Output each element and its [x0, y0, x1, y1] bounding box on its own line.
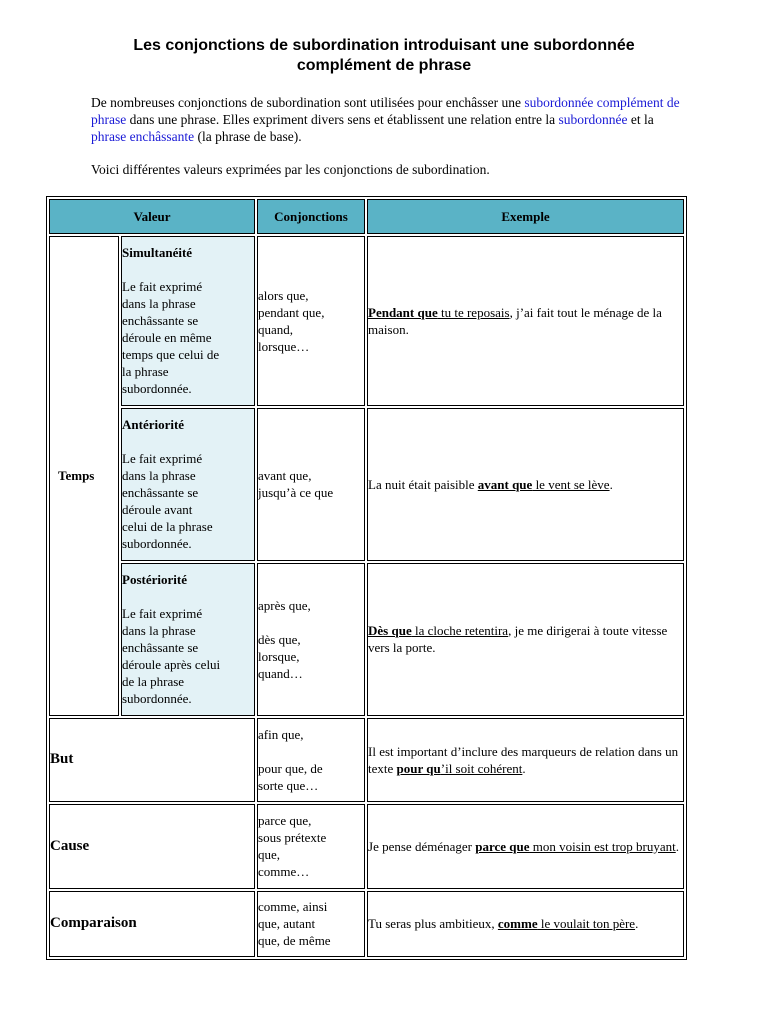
example-subordinate: ’il soit cohérent [440, 760, 523, 776]
table-row [49, 236, 684, 406]
conjunctions-cell [257, 236, 365, 406]
example-conjunction: avant que [477, 476, 533, 492]
value-temps: Temps [49, 236, 119, 716]
link-phrase-enchassante[interactable]: phrase enchâssante [91, 129, 195, 144]
example-rest: , j’ai fait tout le ménage de la maison. [368, 304, 662, 337]
conjunctions-cell [257, 563, 365, 716]
value-cause: Cause [49, 804, 255, 888]
conjunction: comme, ainsi [258, 899, 328, 915]
conjunction: lorsque… [258, 338, 310, 354]
values-intro: Voici différentes valeurs exprimées par les conjonctions de subordination. [91, 162, 490, 177]
title-line-2: complément de phrase [296, 57, 472, 74]
example-subordinate: le vent se lève [532, 476, 610, 492]
table-row [49, 718, 684, 802]
desc-line: enchâssante se [122, 485, 199, 501]
conjunction: dès que, [258, 631, 301, 647]
value-but: But [49, 718, 255, 802]
example-subordinate: mon voisin est trop bruyant [529, 838, 676, 854]
desc-line: de la phrase [122, 674, 185, 690]
conjunction: que, de même [258, 933, 331, 949]
table-row [49, 563, 684, 716]
example-rest: . [675, 838, 680, 854]
document-title [0, 36, 768, 76]
example-cell [367, 408, 684, 561]
desc-line: déroule en même [122, 330, 212, 346]
subvalue-name: Antériorité [122, 417, 185, 433]
conjunction: sorte que… [258, 777, 319, 793]
example-conjunction: Pendant que [368, 304, 438, 320]
example-rest: . [609, 476, 613, 492]
example-subordinate: la cloche retentira [411, 623, 509, 639]
example-cell [367, 891, 684, 957]
desc-line: dans la phrase [122, 623, 196, 639]
conjunctions-cell [257, 804, 365, 888]
example-rest: Il est important d’inclure des marqueurs de relation dans un texte [368, 743, 679, 776]
conjunctions-cell [257, 891, 365, 957]
table-row [49, 891, 684, 957]
example-cell [367, 563, 684, 716]
desc-line: enchâssante se [122, 313, 199, 329]
desc-line: dans la phrase [122, 296, 196, 312]
header-valeur: Valeur [49, 199, 255, 234]
conjunction: afin que, [258, 726, 304, 742]
intro-text: dans une phrase. Elles expriment divers sens et établissent une relation entre la [126, 112, 559, 127]
header-exemple: Exemple [367, 199, 684, 234]
conjunction: quand, [258, 321, 294, 337]
conjunction: que, [258, 847, 281, 863]
subvalue-posteriorite [121, 563, 255, 716]
intro-text: et la [627, 112, 654, 127]
desc-line: Le fait exprimé [122, 451, 203, 467]
desc-line: dans la phrase [122, 468, 196, 484]
example-rest: Je pense déménager [368, 838, 476, 854]
header-conjonctions: Conjonctions [257, 199, 365, 234]
table-header-row [49, 199, 684, 234]
example-rest: , je me dirigerai à toute vitesse vers la porte. [368, 623, 668, 656]
subvalue-name: Simultanéité [122, 245, 193, 261]
table-row [49, 408, 684, 561]
title-line-1: Les conjonctions de subordination introduisant une subordonnée [133, 37, 635, 54]
conjunction: parce que, [258, 813, 312, 829]
desc-line: subordonnée. [122, 381, 192, 397]
example-rest: . [522, 760, 526, 776]
conjunction: jusqu’à ce que [258, 485, 334, 501]
subvalue-name: Postériorité [122, 572, 187, 588]
desc-line: la phrase [122, 364, 169, 380]
intro-paragraph [91, 94, 691, 145]
example-cell [367, 718, 684, 802]
conjunction: avant que, [258, 468, 312, 484]
example-rest: La nuit était paisible [368, 476, 478, 492]
desc-line: Le fait exprimé [122, 279, 203, 295]
example-rest: Tu seras plus ambitieux, [368, 916, 498, 932]
example-rest: . [635, 916, 639, 932]
desc-line: déroule après celui [122, 657, 221, 673]
desc-line: subordonnée. [122, 691, 192, 707]
subvalue-anteriorite [121, 408, 255, 561]
intro-text: De nombreuses conjonctions de subordination sont utilisées pour enchâsser une [91, 95, 525, 110]
conjunction: comme… [258, 864, 310, 880]
example-cell [367, 236, 684, 406]
example-cell [367, 804, 684, 888]
value-comparaison: Comparaison [49, 891, 255, 957]
example-conjunction: parce que [475, 838, 530, 854]
desc-line: subordonnée. [122, 536, 192, 552]
conjunction: pour que, de [258, 760, 323, 776]
desc-line: enchâssante se [122, 640, 199, 656]
example-conjunction: pour qu [396, 760, 441, 776]
desc-line: déroule avant [122, 502, 193, 518]
conjunction: après que, [258, 597, 311, 613]
conjunction: que, autant [258, 916, 316, 932]
conjunction: lorsque, [258, 648, 300, 664]
desc-line: celui de la phrase [122, 519, 213, 535]
example-subordinate: tu te reposais [437, 304, 510, 320]
conjunctions-cell [257, 718, 365, 802]
example-conjunction: Dès que [368, 623, 412, 639]
desc-line: temps que celui de [122, 347, 220, 363]
conjunction: quand… [258, 665, 303, 681]
link-subordonnee-complement[interactable]: subordonnée complément de phrase [91, 95, 680, 127]
conjunction: pendant que, [258, 304, 325, 320]
conjunction: sous prétexte [258, 830, 327, 846]
subvalue-simultaneite [121, 236, 255, 406]
link-subordonnee[interactable]: subordonnée [558, 112, 628, 127]
example-conjunction: comme [497, 916, 538, 932]
intro-text: (la phrase de base). [194, 129, 302, 144]
conjunction: alors que, [258, 287, 309, 303]
conjunctions-table [46, 196, 687, 960]
table-row [49, 804, 684, 888]
desc-line: Le fait exprimé [122, 606, 203, 622]
example-subordinate: le voulait ton père [537, 916, 636, 932]
conjunctions-cell [257, 408, 365, 561]
